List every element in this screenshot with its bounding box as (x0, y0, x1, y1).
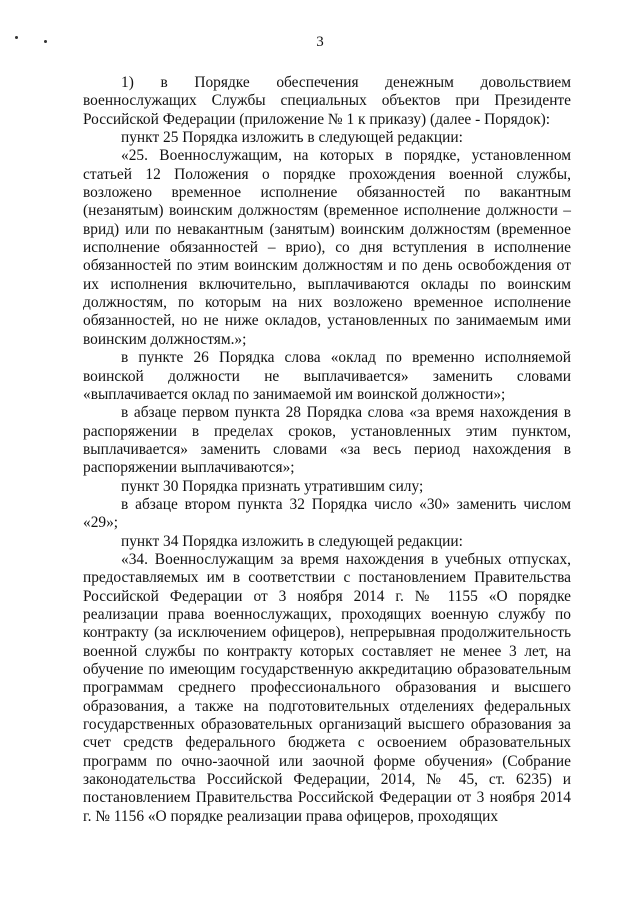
document-body (83, 74, 571, 826)
paragraph-3: «25. Военнослужащим, на которых в порядке, установленном статьей 12 Положения о порядке прохождения военной службы, возложено временное исполнение обязанностей по вакантным (незанятым) воинским должностям (временное исполнение должности – врид) или по невакантным (занятым) воинским должностям (временное исполнение обязанностей – врио), со дня вступления в исполнение обязанностей по этим воинским должностям и по день освобождения от их исполнения включительно, выплачиваются оклады по воинским должностям, по которым на них возложено временное исполнение обязанностей, но не ниже окладов, установленных по занимаемым ими воинским должностям.»; (83, 147, 571, 348)
paragraph-7: в абзаце втором пункта 32 Порядка число «30» заменить числом «29»; (83, 495, 571, 532)
paragraph-9: «34. Военнослужащим за время нахождения в учебных отпусках, предоставляемых им в соответствии с постановлением Правительства Российской Федерации от 3 ноября 2014 г. № 1155 «О порядке реализации права военнослужащих, проходящих военную службу по контракту (за исключением офицеров), непрерывная продолжительность военной службы по контракту которых составляет не менее 3 лет, на обучение по имеющим государственную аккредитацию образовательным программам среднего профессионального образования и высшего образования, а также на подготовительных отделениях федеральных государственных образовательных организаций высшего образования за счет средств федерального бюджета с освоением образовательных программ по очно-заочной или заочной форме обучения» (Собрание законодательства Российской Федерации, 2014, № 45, ст. 6235) и постановлением Правительства Российской Федерации от 3 ноября 2014 г. № 1156 «О порядке реализации права офицеров, проходящих (83, 550, 571, 825)
paragraph-2: пункт 25 Порядка изложить в следующей редакции: (121, 129, 463, 147)
page-number: 3 (316, 34, 324, 50)
paragraph-4: в пункте 26 Порядка слова «оклад по временно исполняемой воинской должности не выплачивается» заменить словами «выплачивается оклад по занимаемой им воинской должности»; (83, 349, 571, 403)
paragraph-5: в абзаце первом пункта 28 Порядка слова «за время нахождения в распоряжении в пределах сроков, установленных этим пунктом, выплачивается» заменить словами «за весь период нахождения в распоряжении выплачиваются»; (83, 404, 571, 477)
paragraph-1: 1) в Порядке обеспечения денежным довольствием военнослужащих Службы специальных объектов при Президенте Российской Федерации (приложение № 1 к приказу) (далее - Порядок): (83, 74, 571, 128)
paragraph-6: пункт 30 Порядка признать утратившим силу; (121, 477, 424, 495)
paragraph-8: пункт 34 Порядка изложить в следующей редакции: (121, 532, 463, 550)
